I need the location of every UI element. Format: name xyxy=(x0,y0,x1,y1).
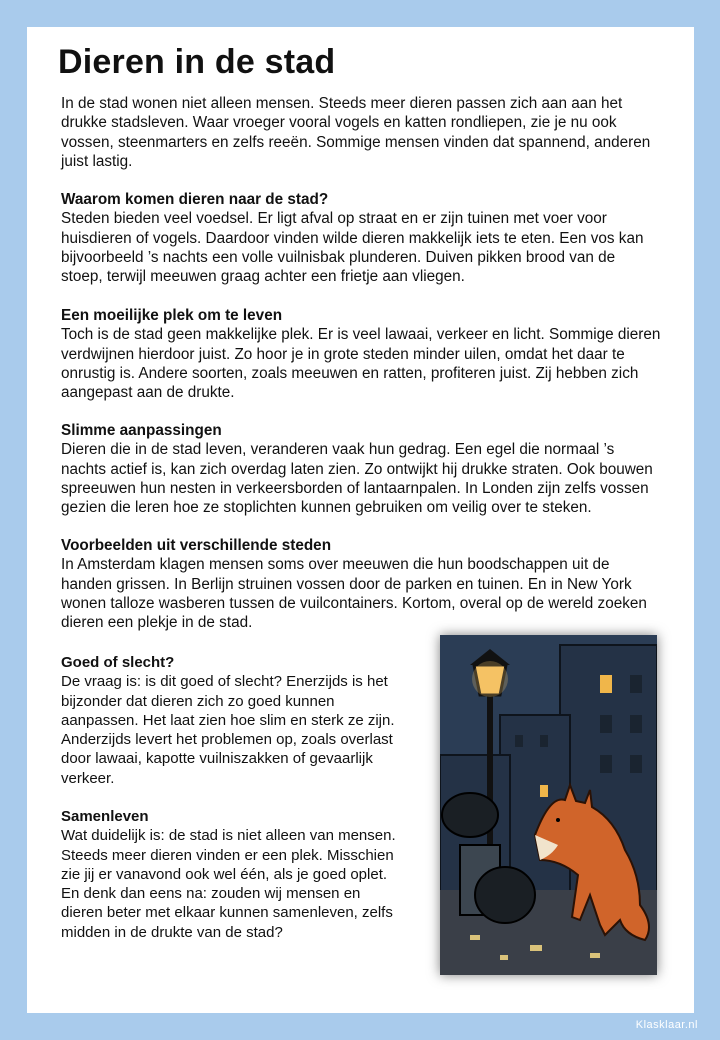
text-line: spreeuwen hun nesten in verkeersborden of lantaarnpalen. In Londen zijn zelfs vossen xyxy=(61,479,649,497)
text-line: De vraag is: is dit goed of slecht? Enerzijds is het xyxy=(61,673,388,691)
text-line: Steeds meer dieren vinden er een plek. Misschien xyxy=(61,846,394,864)
section-heading: Slimme aanpassingen xyxy=(61,422,222,439)
text-line: Wat duidelijk is: de stad is niet alleen van mensen. xyxy=(61,827,396,845)
text-line: handen grissen. In Berlijn struinen vossen door de parken en tuinen. En in New York xyxy=(61,575,632,593)
text-line: juist lastig. xyxy=(61,152,133,170)
section-why xyxy=(61,190,643,286)
section-heading: Voorbeelden uit verschillende steden xyxy=(61,537,332,554)
text-line: dieren beter met elkaar kunnen samenleven, zelfs xyxy=(61,904,393,922)
section-living-together xyxy=(61,807,396,942)
text-line: Steden bieden veel voedsel. Er ligt afval op straat en er zijn tuinen met voer voor xyxy=(61,210,607,228)
text-line: bijvoorbeeld ’s nachts een volle vuilnisbak plunderen. Duiven pikken brood van de xyxy=(61,248,616,266)
text-line: verkeer. xyxy=(61,769,115,787)
text-line: aangepast aan de drukte. xyxy=(61,384,235,402)
text-line: En denk dan eens na: zouden wij mensen en xyxy=(61,885,361,903)
text-line: wonen talloze wasberen tussen de vuilcontainers. Kortom, overal op de wereld zoeken xyxy=(61,594,647,612)
text-line: drukke stadsleven. Waar vroeger vooral vogels en katten rondliepen, zie je nu ook xyxy=(61,114,617,132)
section-heading: Samenleven xyxy=(61,808,149,825)
section-good-or-bad xyxy=(61,653,395,788)
section-difficult xyxy=(61,306,660,402)
section-adaptations xyxy=(61,421,653,517)
text-line: dieren een plekje in de stad. xyxy=(61,614,253,632)
fox-in-city-illustration xyxy=(440,635,657,975)
section-heading: Een moeilijke plek om te leven xyxy=(61,307,283,324)
text-line: midden in de drukte van de stad? xyxy=(61,923,283,941)
text-line: In de stad wonen niet alleen mensen. Steeds meer dieren passen zich aan aan het xyxy=(61,95,623,112)
text-line: vossen, steenmarters en zelfs reeën. Sommige mensen vinden dat spannend, anderen xyxy=(61,133,651,151)
text-line: stoep, terwijl meeuwen graag achter een frietje aan vliegen. xyxy=(61,268,465,286)
section-examples xyxy=(61,536,647,632)
text-line: huisdieren of vogels. Daardoor vinden wilde dieren makkelijk iets te eten. Een vos kan xyxy=(61,229,644,247)
text-line: Dieren die in de stad leven, veranderen vaak hun gedrag. Een egel die normaal ’s xyxy=(61,441,615,459)
worksheet-page xyxy=(27,27,694,1013)
section-heading: Goed of slecht? xyxy=(61,654,175,671)
footer-brand: Klasklaar.nl xyxy=(635,1019,698,1031)
text-line: nachts actief is, kan zich overdag laten zien. Zo ontwijkt hij drukke straten. Ook bouwen xyxy=(61,460,653,478)
text-line: zie jij er vanavond ook wel één, als je goed oplet. xyxy=(61,865,388,883)
text-line: bijzonder dat dieren zich zo goed kunnen xyxy=(61,692,335,710)
text-line: door lawaai, kapotte vuilniszakken of gevaarlijk xyxy=(61,750,373,768)
text-line: verdwijnen hierdoor juist. Zo hoor je in grote steden minder uilen, omdat het daar te xyxy=(61,345,625,363)
text-line: aanpassen. Het laat zien hoe slim en sterk ze zijn. xyxy=(61,711,395,729)
intro-paragraph xyxy=(61,94,650,171)
page-title: Dieren in de stad xyxy=(58,43,336,81)
text-line: gezien die leren hoe ze stoplichten kunnen gebruiken om veilig over te steken. xyxy=(61,499,592,517)
text-line: Toch is de stad geen makkelijke plek. Er is veel lawaai, verkeer en licht. Sommige dieren xyxy=(61,326,661,344)
text-line: In Amsterdam klagen mensen soms over meeuwen die hun boodschappen uit de xyxy=(61,556,610,574)
text-line: Anderzijds levert het problemen op, zoals overlast xyxy=(61,731,393,749)
text-line: onrustig is. Andere soorten, zoals meeuwen en ratten, profiteren juist. Zij hebben zich xyxy=(61,364,639,382)
section-heading: Waarom komen dieren naar de stad? xyxy=(61,191,329,208)
